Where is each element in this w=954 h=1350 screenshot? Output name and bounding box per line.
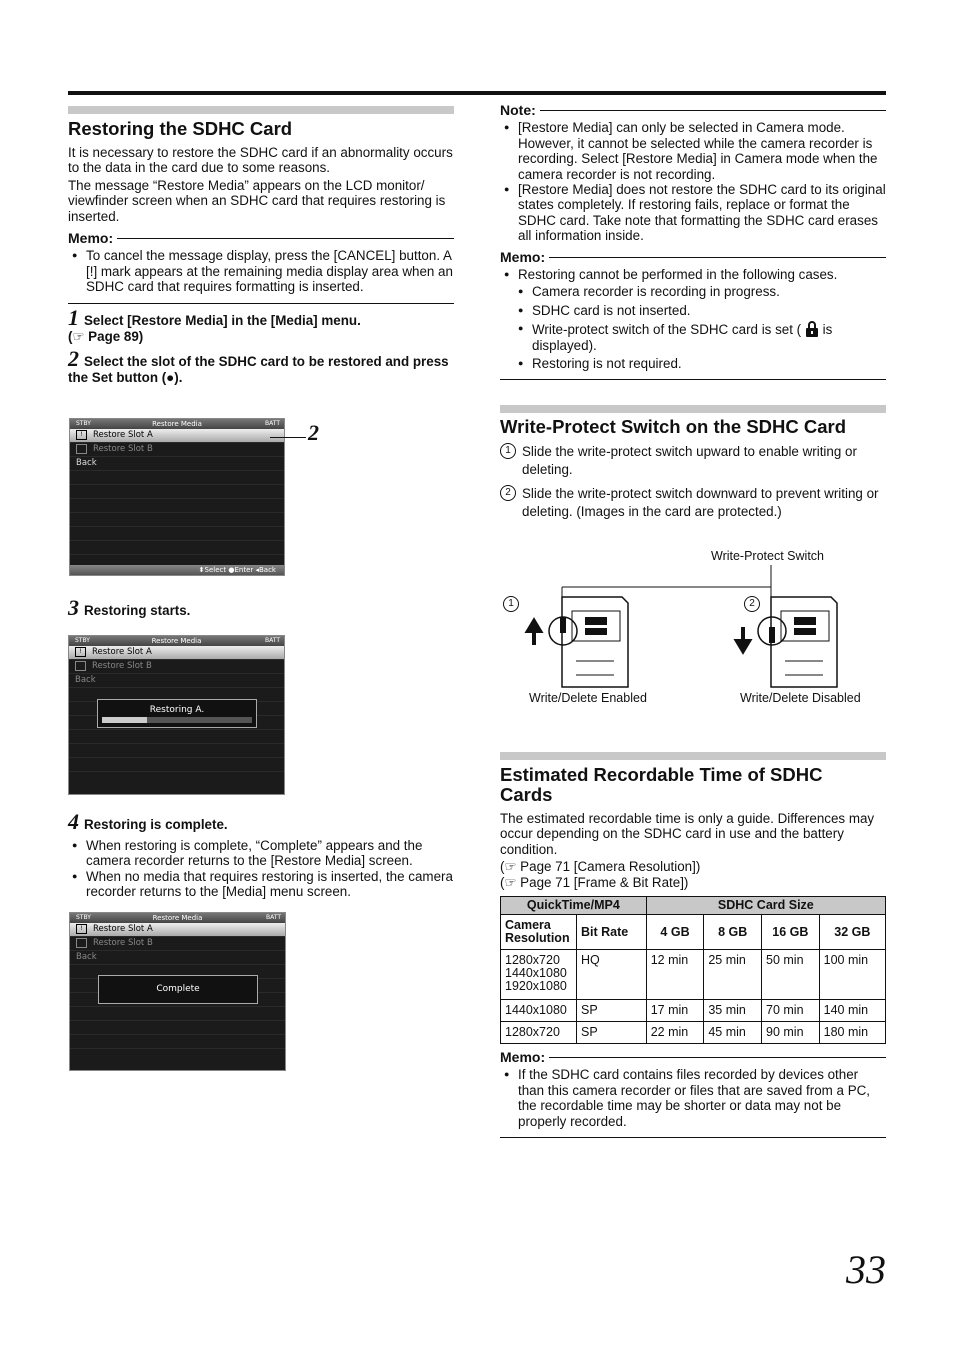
lcd-header: STBY Restore Media BATT xyxy=(70,913,285,923)
sd-card-left xyxy=(528,597,628,687)
right-column xyxy=(500,103,886,521)
circle-number: 2 xyxy=(500,485,516,501)
table-cell: SP xyxy=(577,1022,647,1044)
table-row xyxy=(501,1000,886,1022)
lcd-screen-restoring xyxy=(68,635,285,795)
lock-icon xyxy=(805,321,819,337)
lcd-row-back: Back xyxy=(69,674,284,688)
callout-line xyxy=(270,437,306,438)
table-col-resolution: Camera Resolution xyxy=(501,915,577,950)
estimated-para: The estimated recordable time is only a guide. Differences may occur depending on the SDHC card in use and the battery condition. xyxy=(500,811,875,857)
lcd-row-slot-b: Restore Slot B xyxy=(70,443,284,457)
battery-icon: BATT xyxy=(265,420,280,427)
memo-sub-list xyxy=(514,284,886,371)
lcd-footer: ⬍Select ●Enter ◂Back xyxy=(70,565,284,575)
disabled-label: Write/Delete Disabled xyxy=(740,691,861,705)
lcd-row-slot-b: Restore Slot B xyxy=(70,937,285,951)
enabled-label: Write/Delete Enabled xyxy=(529,691,647,705)
table-cell: 45 min xyxy=(704,1022,762,1044)
memo-label: Memo: xyxy=(500,1049,546,1066)
table-cell: SP xyxy=(577,1000,647,1022)
memo-item: ● Restoring cannot be performed in the following cases. xyxy=(500,267,886,282)
lcd-header: STBY Restore Media BATT xyxy=(69,636,284,646)
left-column xyxy=(68,0,454,386)
card-icon xyxy=(75,661,86,671)
card-alert-icon: ! xyxy=(75,647,86,657)
card-icon xyxy=(76,938,87,948)
step-number: 1 xyxy=(68,304,79,330)
memo-end-rule xyxy=(500,1137,886,1138)
table-col-bitrate: Bit Rate xyxy=(577,915,647,950)
table-col-size: 32 GB xyxy=(819,915,885,950)
card-icon xyxy=(76,444,87,454)
section-title-write-protect: Write-Protect Switch on the SDHC Card xyxy=(500,415,847,437)
lcd-row-slot-a: ! Restore Slot A xyxy=(70,429,284,443)
circle-number: 1 xyxy=(500,443,516,459)
restoring-para-2: The message “Restore Media” appears on the LCD monitor/ viewfinder screen when an SDHC card that requires restoring is inserted. xyxy=(68,177,446,224)
memo-label: Memo: xyxy=(500,248,546,265)
wp-item-2: 2 Slide the write-protect switch downward to prevent writing or deleting. (Images in the card are protected.) xyxy=(500,485,886,521)
section-title-estimated: Estimated Recordable Time of SDHC Cards xyxy=(500,764,823,805)
section-title-restoring: Restoring the SDHC Card xyxy=(68,118,293,139)
write-protect-diagram xyxy=(500,545,886,715)
lcd-row-back: Back xyxy=(70,951,285,965)
estimated-ref-1: (☞ Page 71 [Camera Resolution]) xyxy=(500,859,701,875)
callout-number: 2 xyxy=(308,420,319,445)
memo-list xyxy=(68,248,454,294)
memo-end-rule xyxy=(500,379,886,380)
section-bar xyxy=(500,752,886,760)
memo-label: Memo: xyxy=(68,230,114,247)
step-number: 3 xyxy=(68,595,79,620)
memo-sub-item: ● Camera recorder is recording in progress. xyxy=(514,284,886,299)
memo-heading xyxy=(500,1050,886,1065)
note-heading xyxy=(500,103,886,118)
lcd-row-slot-a: ! Restore Slot A xyxy=(70,923,285,937)
table-cell: 50 min xyxy=(762,950,820,1000)
progress-fill xyxy=(102,717,147,723)
memo-sub-item: ● SDHC card is not inserted. xyxy=(514,303,886,318)
bullet-item: ● When no media that requires restoring is inserted, the camera recorder returns to the [Media] menu screen. xyxy=(68,869,454,900)
restoring-dialog: Restoring A. xyxy=(97,699,257,728)
bullet-item: ● When restoring is complete, “Complete” appears and the camera recorder returns to the [Restore Media] screen. xyxy=(68,838,454,869)
restoring-para-1: It is necessary to restore the SDHC card if an abnormality occurs to the data in the card due to some reasons. xyxy=(68,145,453,176)
step-4-block xyxy=(68,809,454,900)
step-1 xyxy=(68,304,454,345)
estimated-section xyxy=(500,752,886,1138)
battery-icon: BATT xyxy=(266,914,281,921)
table-cell: 70 min xyxy=(762,1000,820,1022)
lcd-row-slot-a: ! Restore Slot A xyxy=(69,646,284,660)
card-alert-icon: ! xyxy=(76,924,87,934)
wp-item-1: 1 Slide the write-protect switch upward to enable writing or deleting. xyxy=(500,443,886,479)
table-cell: 12 min xyxy=(646,950,704,1000)
table-cell: 180 min xyxy=(819,1022,885,1044)
complete-dialog: Complete xyxy=(98,975,258,1004)
restore-progress-bar xyxy=(102,717,252,723)
table-cell: 140 min xyxy=(819,1000,885,1022)
step-2 xyxy=(68,345,454,386)
table-cell: 22 min xyxy=(646,1022,704,1044)
table-head-format: QuickTime/MP4 xyxy=(501,897,647,915)
step-text: Restoring is complete. xyxy=(84,817,228,832)
table-cell: 100 min xyxy=(819,950,885,1000)
step-number: 2 xyxy=(68,345,79,371)
circle-number-2: 2 xyxy=(744,596,760,612)
table-col-size: 4 GB xyxy=(646,915,704,950)
table-cell: 1440x1080 xyxy=(501,1000,577,1022)
memo-end-rule xyxy=(68,303,454,304)
table-row xyxy=(501,1022,886,1044)
recordable-time-table xyxy=(500,896,886,1044)
lcd-screen-select xyxy=(69,418,285,576)
table-col-size: 16 GB xyxy=(762,915,820,950)
table-row xyxy=(501,950,886,1000)
memo-sub-item: ● Restoring is not required. xyxy=(514,356,886,371)
table-cell: 1280x720 1440x1080 1920x1080 xyxy=(501,950,577,1000)
memo-heading xyxy=(68,231,454,246)
table-head-row xyxy=(501,897,886,915)
memo-heading xyxy=(500,250,886,265)
table-cell: 90 min xyxy=(762,1022,820,1044)
table-cell: 25 min xyxy=(704,950,762,1000)
circle-number-1: 1 xyxy=(503,596,519,612)
section-bar xyxy=(500,405,886,413)
step-4 xyxy=(68,809,454,834)
step-text: Restoring starts. xyxy=(84,603,191,618)
table-col-size: 8 GB xyxy=(704,915,762,950)
estimated-ref-2: (☞ Page 71 [Frame & Bit Rate]) xyxy=(500,874,689,890)
card-alert-icon: ! xyxy=(76,430,87,440)
lcd-screen-complete xyxy=(69,912,286,1071)
switch-label: Write-Protect Switch xyxy=(711,549,824,563)
memo-item: ● To cancel the message display, press the [CANCEL] button. A [!] mark appears at the remaining media display area when an SDHC card that requires formatting is inserted. xyxy=(68,248,454,294)
step-number: 4 xyxy=(68,809,79,834)
step-text: Select the slot of the SDHC card to be restored and press the Set button (●). xyxy=(68,353,449,385)
step-text: Select [Restore Media] in the [Media] menu. xyxy=(84,312,361,328)
note-list xyxy=(500,120,886,243)
note-label: Note: xyxy=(500,102,536,118)
lcd-header: STBY Restore Media BATT xyxy=(70,419,284,429)
battery-icon: BATT xyxy=(265,637,280,644)
table-subhead-row xyxy=(501,915,886,950)
memo-list xyxy=(500,1067,886,1129)
table-cell: 17 min xyxy=(646,1000,704,1022)
table-cell: HQ xyxy=(577,950,647,1000)
lcd-row-slot-b: Restore Slot B xyxy=(69,660,284,674)
step-4-bullets xyxy=(68,838,454,900)
table-head-size: SDHC Card Size xyxy=(646,897,885,915)
note-item: ● [Restore Media] does not restore the SDHC card to its original states completely. If restoring fails, replace or format the SDHC card. Take note that formatting the SDHC card erases all information inside. xyxy=(500,182,886,244)
section-bar xyxy=(68,106,454,114)
memo-sub-item: ● Write-protect switch of the SDHC card is set ( is displayed). xyxy=(514,321,886,353)
table-cell: 1280x720 xyxy=(501,1022,577,1044)
memo-list xyxy=(500,267,886,282)
memo-item: ● If the SDHC card contains files recorded by devices other than this camera recorder or files that are saved from a PC, the recordable time may be shorter or data may not be properly recorded. xyxy=(500,1067,886,1129)
step-3 xyxy=(68,595,191,620)
lcd-row-back: Back xyxy=(70,457,284,471)
note-item: ● [Restore Media] can only be selected in Camera mode. However, it cannot be selected while the camera recorder is recording. Select [Restore Media] in Camera mode when the camera recorder is not recording. xyxy=(500,120,886,182)
table-cell: 35 min xyxy=(704,1000,762,1022)
step-page-ref: (☞ Page 89) xyxy=(68,328,144,344)
page-number: 33 xyxy=(846,1247,886,1292)
